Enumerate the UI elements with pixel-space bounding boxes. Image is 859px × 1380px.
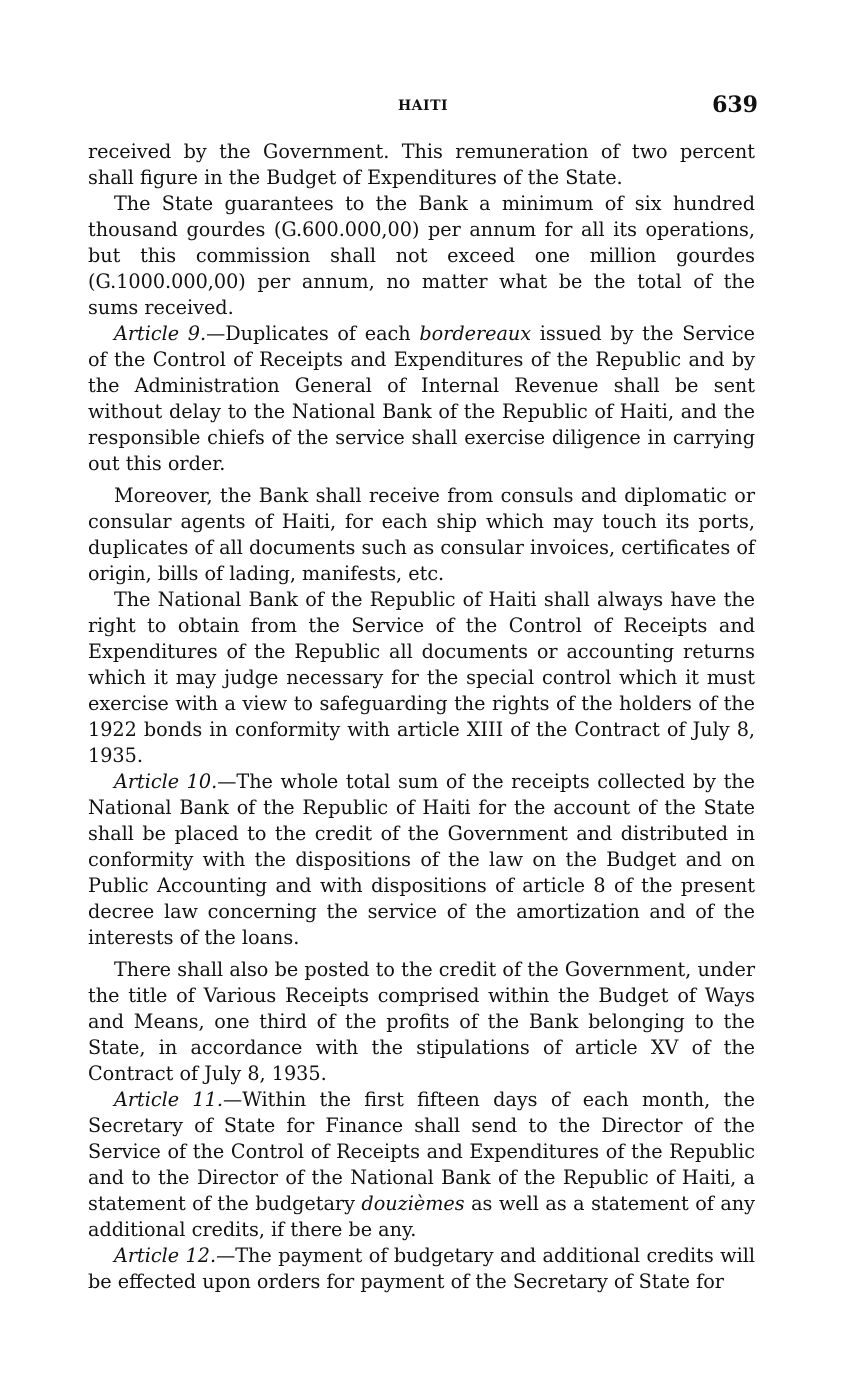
paragraph-text: The State guarantees to the Bank a minimum of six hundred thousand gourdes (G.600.000,00) per annum for all its operations, but this commission shall not exceed one million gourdes (G.1000.000,00) per annum, no matter what be the total of the sums received. (88, 192, 755, 319)
italic-text: Article 9. (114, 322, 207, 345)
paragraph-text: issued by the Service of the Control of Receipts and Expenditures of the Republic and by the Administration General of Internal Revenue shall be sent without delay to the National Bank of the Republic of Haiti, and the responsible chiefs of the service shall exercise diligence in carrying out this order. (88, 322, 755, 475)
paragraph (88, 139, 755, 191)
paragraph-text: received by the Government. This remuneration of two percent shall figure in the Budget of Expenditures of the State. (88, 140, 755, 189)
running-head (88, 92, 758, 122)
paragraph-text: —Duplicates of each (206, 322, 420, 345)
paragraph-text: The National Bank of the Republic of Haiti shall always have the right to obtain from the Service of the Control of Receipts and Expenditures of the Republic all documents or accounting returns which it may judge necessary for the special control which it must exercise with a view to safeguarding the rights of the holders of the 1922 bonds in conformity with article XIII of the Contract of July 8, 1935. (88, 588, 755, 767)
paragraph (88, 1087, 755, 1243)
body-text (88, 139, 755, 1295)
italic-text: Article 11. (114, 1088, 223, 1111)
paragraph-text: —The payment of budgetary and additional credits will be effected upon orders for payment of the Secretary of State for (88, 1244, 755, 1293)
paragraph-text: There shall also be posted to the credit of the Government, under the title of Various Receipts comprised within the Budget of Ways and Means, one third of the profits of the Bank belonging to the State, in accordance with the stipulations of article XV of the Contract of July 8, 1935. (88, 958, 755, 1085)
paragraph (88, 483, 755, 587)
italic-text: bordereaux (419, 322, 532, 345)
italic-text: Article 12. (114, 1244, 217, 1267)
paragraph (88, 1243, 755, 1295)
paragraph (88, 321, 755, 477)
paragraph (88, 769, 755, 951)
running-head-title: HAITI (397, 98, 449, 114)
paragraph-text: as well as a statement of any additional credits, if there be any. (88, 1192, 755, 1241)
page-number: 639 (712, 92, 758, 118)
paragraph (88, 587, 755, 769)
paragraph (88, 957, 755, 1087)
italic-text: Article 10. (114, 770, 218, 793)
paragraph (88, 191, 755, 321)
paragraph-text: Moreover, the Bank shall receive from consuls and diplomatic or consular agents of Haiti, for each ship which may touch its ports, duplicates of all documents such as consular invoices, certificates of origin, bills of lading, manifests, etc. (88, 484, 755, 585)
paragraph-text: —Within the first fifteen days of each month, the Secretary of State for Finance shall send to the Director of the Service of the Control of Receipts and Expenditures of the Republic and to the Director of the National Bank of the Republic of Haiti, a statement of the budgetary (88, 1088, 755, 1215)
italic-text: douzièmes (361, 1192, 465, 1215)
paragraph-text: —The whole total sum of the receipts collected by the National Bank of the Republic of Haiti for the account of the State shall be placed to the credit of the Government and distributed in conformity with the dispositions of the law on the Budget and on Public Accounting and with dispositions of article 8 of the present decree law concerning the service of the amortization and of the interests of the loans. (88, 770, 755, 949)
